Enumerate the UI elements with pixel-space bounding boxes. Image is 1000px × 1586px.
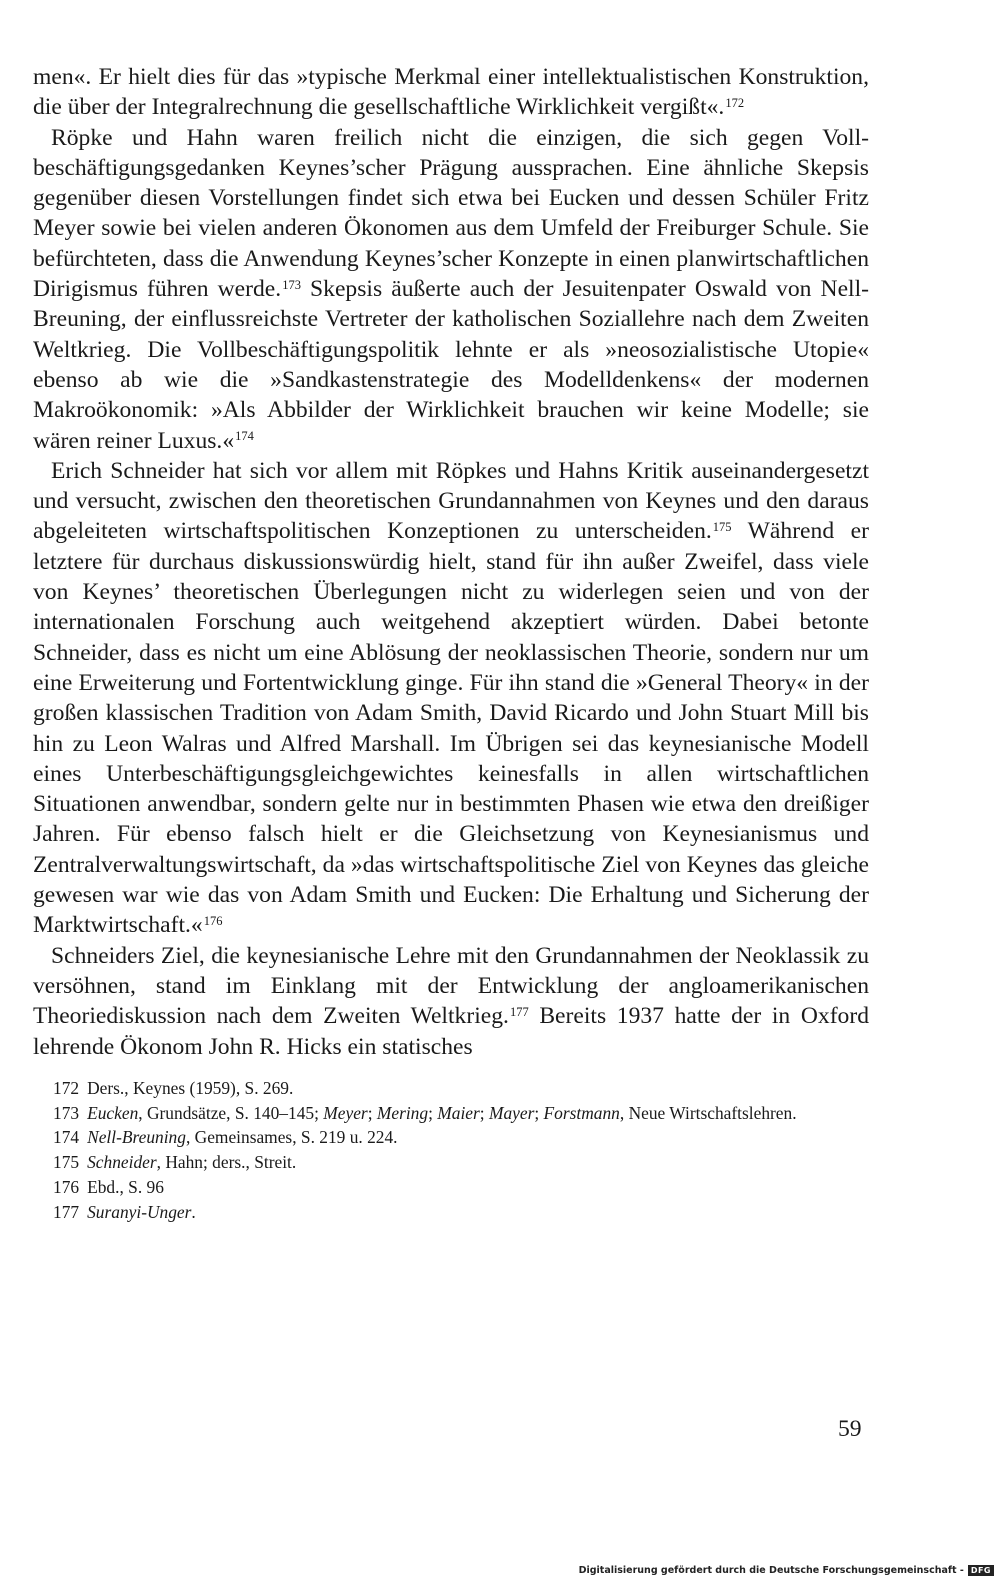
footnote-reference: 172 — [725, 95, 745, 110]
footnote-number: 176 — [53, 1176, 80, 1197]
footnotes — [33, 1076, 869, 1225]
footnote-reference: 175 — [712, 519, 732, 534]
footnote-number: 174 — [53, 1127, 80, 1148]
footnote-number: 173 — [53, 1102, 80, 1123]
author-name: Forstmann — [543, 1102, 620, 1123]
text-run: Skepsis äußerte auch der Jesuitenpater Oswald von Nell-Breuning, der einflussreichste Vertreter der katholischen Soziallehre nach dem Zweiten Weltkrieg. Die Vollbeschäftigungspolitik lehnte er als »neosozialistische Utopie« ebenso ab wie die »Sandkastenstrategie des Modelldenkens« der modernen Makroökonomik: »Als Abbilder der Wirklichkeit brauchen wir keine Modelle; sie wären reiner Luxus.« — [33, 276, 870, 454]
text-run: men«. Er hielt dies für das »typische Merkmal einer intellektualistischen Konstruktion, die über der Integralrechnung die gesellschaftliche Wirklichkeit vergißt«. — [33, 64, 869, 121]
text-run: Bereits 1937 hatte der in Oxford lehrende Ökonom John R. Hicks ein statisches — [33, 1003, 870, 1060]
text-run: . — [191, 1201, 196, 1222]
footnote — [33, 1200, 869, 1225]
author-name: Eucken — [87, 1102, 139, 1123]
dfg-logo: DFG — [968, 1565, 994, 1576]
text-run: Während er letztere für durchaus diskussionswürdig hielt, stand für ihn außer Zweifel, dass viele von Keynes’ theoretischen Überlegungen nicht zu widerlegen seien und von der internationalen Forschung auch weitgehend akzeptiert würden. Dabei betonte Schneider, dass es nicht um eine Ablösung der neoklassischen Theorie, sondern nur um eine Erweiterung und Fortentwicklung ginge. Für ihn stand die »General Theory« in der großen klassischen Tradition von Adam Smith, David Ricardo und John Stuart Mill bis hin zu Leon Walras und Alfred Marshall. Im Übrigen sei das keynesianische Modell eines Unterbeschäftigungsgleichgewichtes keinesfalls in allen wirtschaftlichen Situationen anwendbar, sondern gelte nur in bestimmten Phasen wie etwa den dreißiger Jahren. Für ebenso falsch hielt er die Gleichsetzung von Keynesianismus und Zentralverwaltungswirtschaft, da »das wirtschaftspolitische Ziel von Keynes das gleiche gewesen war wie das von Adam Smith und Eucken: Die Erhaltung und Sicherung der Marktwirtschaft.« — [33, 518, 869, 939]
text-run: , Grundsätze, S. 140–145; — [138, 1102, 324, 1123]
paragraph — [33, 456, 869, 941]
footnote — [33, 1076, 869, 1101]
text-run: Röpke und Hahn waren freilich nicht die einzigen, die sich gegen Vollbeschäftigungsgedanken Keynes’scher Prägung aussprachen. Eine ähnliche Skepsis gegenüber diesen Vorstellungen findet sich etwa bei Eucken und dessen Schüler Fritz Meyer sowie bei vielen anderen Ökonomen aus dem Umfeld der Freiburger Schule. Sie befürchteten, dass die Anwendung Keynes’scher Konzepte in einen planwirtschaftlichen Dirigismus führen werde. — [33, 124, 869, 303]
page-number: 59 — [838, 1416, 862, 1442]
paragraph — [33, 62, 869, 123]
paragraph — [33, 123, 869, 456]
footnote-number: 177 — [53, 1201, 80, 1222]
text-run: ; — [428, 1102, 438, 1123]
footnote — [33, 1175, 869, 1200]
footnote-reference: 174 — [235, 429, 254, 444]
author-name: Nell-Breuning — [87, 1127, 186, 1148]
author-name: Suranyi-Unger — [87, 1201, 192, 1222]
text-run: , Neue Wirtschaftslehren. — [619, 1102, 797, 1123]
author-name: Mayer — [488, 1102, 535, 1123]
dfg-banner — [579, 1565, 994, 1576]
footnote-reference: 176 — [203, 913, 223, 928]
footnote — [33, 1125, 869, 1150]
dfg-banner-text: Digitalisierung gefördert durch die Deutsche Forschungsgemeinschaft - — [578, 1565, 964, 1576]
page-content — [33, 62, 869, 1225]
paragraph — [33, 941, 869, 1062]
text-run: , Gemeinsames, S. 219 u. 224. — [185, 1127, 398, 1148]
footnote-reference: 177 — [509, 1004, 529, 1019]
footnote-reference: 173 — [282, 277, 301, 292]
author-name: Meyer — [323, 1102, 368, 1123]
text-run: Schneiders Ziel, die keynesianische Lehre mit den Grundannahmen der Neoklassik zu versöhnen, stand im Einklang mit der Entwicklung der angloamerikanischen Theoriediskussion nach dem Zweiten Weltkrieg. — [33, 942, 869, 1030]
footnote-number: 175 — [53, 1152, 80, 1173]
footnote-number: 172 — [53, 1077, 80, 1098]
text-run: ; — [367, 1102, 377, 1123]
text-run: Erich Schneider hat sich vor allem mit Röpkes und Hahns Kritik auseinandergesetzt und versucht, zwischen den theoretischen Grundannahmen von Keynes und den daraus abgeleiteten wirtschaftspolitischen Konzeptionen zu unterscheiden. — [33, 457, 869, 545]
text-run: ; — [479, 1102, 489, 1123]
author-name: Schneider — [87, 1152, 157, 1173]
text-run: , Hahn; ders., Streit. — [156, 1152, 297, 1173]
author-name: Mering — [376, 1102, 429, 1123]
footnote — [33, 1150, 869, 1175]
footnote — [33, 1101, 869, 1126]
text-run: Ebd., S. 96 — [87, 1176, 164, 1197]
author-name: Maier — [437, 1102, 480, 1123]
text-run: ; — [534, 1102, 544, 1123]
text-run: Ders., Keynes (1959), S. 269. — [87, 1077, 294, 1098]
body-text — [33, 62, 869, 1062]
